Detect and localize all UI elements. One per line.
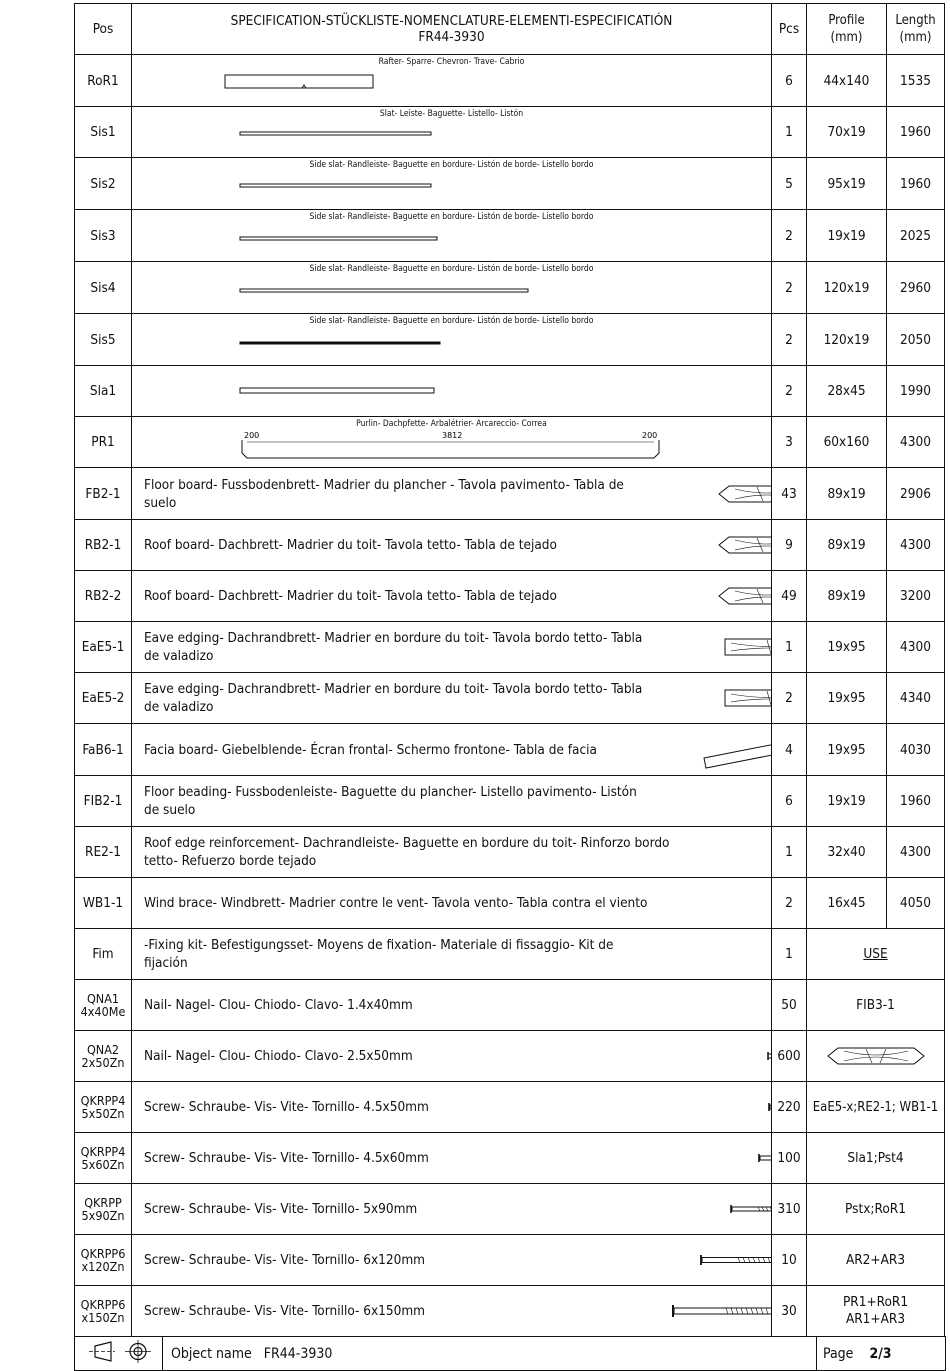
- drawing-cell: [132, 55, 772, 107]
- description-cell: [132, 929, 772, 980]
- use-cell: Pstx;RoR1: [807, 1184, 945, 1235]
- header-row: [75, 4, 945, 55]
- pcs-cell: 310: [772, 1184, 807, 1235]
- slanted-board-icon: [700, 730, 772, 770]
- plank-section-icon: [723, 636, 772, 658]
- description-cell: [132, 827, 772, 878]
- table-row: [75, 210, 945, 262]
- table-row: [75, 468, 945, 520]
- description-text: Eave edging- Dachrandbrett- Madrier en bordure du toit- Tavola bordo tetto- Tabla de valadizo: [144, 630, 643, 664]
- description-cell: [132, 776, 772, 827]
- pcs-cell: 3: [772, 417, 807, 468]
- header-profile-unit: (mm): [830, 30, 863, 45]
- table-row: [75, 571, 945, 622]
- footer-row: [75, 1337, 946, 1371]
- use-cell: [807, 1286, 945, 1337]
- object-name-value: FR44-3930: [263, 1345, 333, 1362]
- header-title-cell: [132, 4, 772, 55]
- specification-sheet: [74, 3, 945, 1362]
- description-cell: [132, 1184, 772, 1235]
- code-line2: 5x90Zn: [81, 1208, 125, 1223]
- object-name-cell: [163, 1337, 817, 1371]
- table-row: [75, 520, 945, 571]
- code-cell: [75, 1286, 132, 1337]
- length-cell: 2906: [887, 468, 945, 520]
- description-text: Eave edging- Dachrandbrett- Madrier en bordure du toit- Tavola bordo tetto- Tabla de valadizo: [144, 681, 643, 715]
- description-cell: [132, 980, 772, 1031]
- tongue-groove-board-icon: [717, 483, 772, 505]
- dim-left: 200: [244, 431, 260, 440]
- pos-cell: RB2-1: [75, 520, 132, 571]
- pos-cell: Sis2: [75, 158, 132, 210]
- profile-cell: 70x19: [807, 107, 887, 158]
- description-text: Screw- Schraube- Vis- Vite- Tornillo- 4.5x60mm: [144, 1150, 429, 1166]
- pcs-cell: 1: [772, 622, 807, 673]
- table-row: [75, 366, 945, 417]
- table-row: [75, 1286, 945, 1337]
- description-text: Screw- Schraube- Vis- Vite- Tornillo- 6x120mm: [144, 1252, 425, 1268]
- pos-cell: EaE5-1: [75, 622, 132, 673]
- pcs-cell: 6: [772, 55, 807, 107]
- pos-cell: Fim: [75, 929, 132, 980]
- slat-drawing-icon: [132, 107, 772, 158]
- purlin-drawing-icon: [132, 417, 772, 468]
- pos-cell: Sis5: [75, 314, 132, 366]
- header-pos: Pos: [75, 4, 132, 55]
- length-cell: 4340: [887, 673, 945, 724]
- description-cell: [132, 468, 772, 520]
- pcs-cell: 2: [772, 673, 807, 724]
- profile-cell: 120x19: [807, 262, 887, 314]
- use-cell: AR2+AR3: [807, 1235, 945, 1286]
- use-cell: FIB3-1: [807, 980, 945, 1031]
- length-cell: 3200: [887, 571, 945, 622]
- table-row: [75, 980, 945, 1031]
- table-row: [75, 158, 945, 210]
- code-line1: QKRPP4: [80, 1144, 126, 1159]
- projection-icon: [75, 1337, 163, 1366]
- description-cell: [132, 1133, 772, 1184]
- length-cell: 4030: [887, 724, 945, 776]
- pcs-cell: 600: [772, 1031, 807, 1082]
- pos-cell: PR1: [75, 417, 132, 468]
- header-profile-label: Profile: [828, 13, 865, 28]
- screw-icon: [728, 1203, 772, 1215]
- pcs-cell: 1: [772, 929, 807, 980]
- profile-cell: 19x95: [807, 673, 887, 724]
- table-row: [75, 673, 945, 724]
- table-row: [75, 622, 945, 673]
- tongue-groove-board-icon: [717, 534, 772, 556]
- drawing-cell: [132, 107, 772, 158]
- code-line2: x150Zn: [81, 1310, 125, 1325]
- profile-cell: 19x19: [807, 776, 887, 827]
- code-cell: [75, 1031, 132, 1082]
- code-line1: QKRPP: [84, 1195, 122, 1210]
- part-caption: Slat- Leiste- Baguette- Listello- Listón: [379, 109, 524, 119]
- description-text: -Fixing kit- Befestigungsset- Moyens de fixation- Materiale di fissaggio- Kit de fijación: [144, 937, 614, 971]
- table-row: [75, 1133, 945, 1184]
- code-line1: QNA1: [86, 991, 120, 1006]
- pos-cell: FIB2-1: [75, 776, 132, 827]
- description-text: Nail- Nagel- Clou- Chiodo- Clavo- 2.5x50mm: [144, 1048, 413, 1064]
- projection-symbol: [75, 1337, 163, 1371]
- code-line2: x120Zn: [81, 1259, 125, 1274]
- pcs-cell: 2: [772, 262, 807, 314]
- dim-right: 200: [642, 431, 658, 440]
- pcs-cell: 1: [772, 107, 807, 158]
- table-row: [75, 776, 945, 827]
- page-label: Page: [823, 1345, 854, 1362]
- part-caption: Side slat- Randleiste- Baguette en bordure- Listón de borde- Listello bordo: [309, 316, 594, 326]
- drawing-cell: [132, 210, 772, 262]
- pcs-cell: 220: [772, 1082, 807, 1133]
- length-cell: 1535: [887, 55, 945, 107]
- use-cell: Sla1;Pst4: [807, 1133, 945, 1184]
- profile-cell: 95x19: [807, 158, 887, 210]
- pos-cell: WB1-1: [75, 878, 132, 929]
- table-row: [75, 1031, 945, 1082]
- length-cell: 2050: [887, 314, 945, 366]
- length-cell: 1960: [887, 158, 945, 210]
- part-caption: Rafter- Sparre- Chevron- Trave- Cabrio: [378, 57, 525, 67]
- length-cell: 4300: [887, 520, 945, 571]
- pos-cell: RE2-1: [75, 827, 132, 878]
- pcs-cell: 6: [772, 776, 807, 827]
- use-line1: PR1+RoR1: [842, 1294, 909, 1310]
- screw-icon: [670, 1304, 772, 1318]
- code-line1: QNA2: [86, 1042, 120, 1057]
- page-value: 2/3: [869, 1345, 892, 1362]
- table-row: [75, 107, 945, 158]
- length-cell: 2960: [887, 262, 945, 314]
- table-row: [75, 55, 945, 107]
- code-line1: QKRPP6: [80, 1297, 126, 1312]
- length-cell: 4300: [887, 622, 945, 673]
- profile-cell: 16x45: [807, 878, 887, 929]
- pcs-cell: 100: [772, 1133, 807, 1184]
- description-text: Floor beading- Fussbodenleiste- Baguette du plancher- Listello pavimento- Listón de suelo: [144, 784, 637, 818]
- side-slat-drawing-icon: [132, 314, 772, 366]
- part-caption: Side slat- Randleiste- Baguette en bordure- Listón de borde- Listello bordo: [309, 160, 594, 170]
- length-cell: 4050: [887, 878, 945, 929]
- description-text: Floor board- Fussbodenbrett- Madrier du plancher - Tavola pavimento- Tabla de suelo: [144, 476, 624, 511]
- description-cell: [132, 1235, 772, 1286]
- use-header-cell: [807, 929, 945, 980]
- specification-table: [74, 3, 945, 1337]
- pcs-cell: 2: [772, 878, 807, 929]
- sheet-title: SPECIFICATION-STÜCKLISTE-NOMENCLATURE-ELEMENTI-ESPECIFICATIÓN: [230, 13, 673, 29]
- sheet-code: FR44-3930: [418, 29, 485, 45]
- profile-cell: 28x45: [807, 366, 887, 417]
- description-text: Screw- Schraube- Vis- Vite- Tornillo- 4.5x50mm: [144, 1099, 429, 1115]
- use-line2: AR1+AR3: [845, 1311, 906, 1327]
- profile-cell: 19x95: [807, 724, 887, 776]
- length-cell: 2025: [887, 210, 945, 262]
- profile-cell: 120x19: [807, 314, 887, 366]
- pcs-cell: 2: [772, 210, 807, 262]
- table-row: [75, 1235, 945, 1286]
- side-slat-drawing-icon: [132, 158, 772, 210]
- length-cell: 1960: [887, 107, 945, 158]
- dim-mid: 3812: [442, 431, 463, 440]
- description-cell: [132, 1082, 772, 1133]
- pos-cell: Sla1: [75, 366, 132, 417]
- pcs-cell: 5: [772, 158, 807, 210]
- code-cell: [75, 1082, 132, 1133]
- plank-section-icon: [723, 687, 772, 709]
- profile-cell: 89x19: [807, 571, 887, 622]
- footer-table: [74, 1336, 946, 1371]
- pos-cell: FB2-1: [75, 468, 132, 520]
- code-cell: [75, 1235, 132, 1286]
- code-line1: QKRPP6: [80, 1246, 126, 1261]
- table-row: [75, 724, 945, 776]
- code-cell: [75, 1184, 132, 1235]
- tongue-groove-board-icon: [717, 585, 772, 607]
- profile-cell: 19x19: [807, 210, 887, 262]
- table-row: [75, 827, 945, 878]
- table-row: [75, 417, 945, 468]
- code-line1: QKRPP4: [80, 1093, 126, 1108]
- part-caption: Purlin- Dachpfette- Arbalétrier- Arcareccio- Correa: [356, 419, 547, 429]
- code-cell: [75, 980, 132, 1031]
- length-cell: 4300: [887, 417, 945, 468]
- pos-cell: Sis3: [75, 210, 132, 262]
- description-cell: [132, 1031, 772, 1082]
- code-line2: 4x40Me: [80, 1004, 126, 1019]
- table-row: [75, 1082, 945, 1133]
- use-cell: EaE5-x;RE2-1; WB1-1: [807, 1082, 945, 1133]
- header-profile: [807, 4, 887, 55]
- drawing-cell: [132, 262, 772, 314]
- tongue-groove-board-icon: [826, 1045, 926, 1067]
- pcs-cell: 10: [772, 1235, 807, 1286]
- pcs-cell: 30: [772, 1286, 807, 1337]
- code-cell: [75, 1133, 132, 1184]
- description-cell: [132, 520, 772, 571]
- profile-cell: 89x19: [807, 468, 887, 520]
- profile-cell: 32x40: [807, 827, 887, 878]
- description-text: Facia board- Giebelblende- Écran frontal- Schermo frontone- Tabla de facia: [144, 741, 597, 758]
- pos-cell: Sis4: [75, 262, 132, 314]
- pcs-cell: 9: [772, 520, 807, 571]
- description-cell: [132, 622, 772, 673]
- code-line2: 5x60Zn: [81, 1157, 125, 1172]
- length-cell: 1990: [887, 366, 945, 417]
- description-text: Roof edge reinforcement- Dachrandleiste- Baguette en bordure du toit- Rinforzo bordo tetto- Refuerzo borde tejado: [144, 835, 670, 869]
- drawing-cell: [132, 158, 772, 210]
- pos-cell: RB2-2: [75, 571, 132, 622]
- part-caption: Side slat- Randleiste- Baguette en bordure- Listón de borde- Listello bordo: [309, 264, 594, 274]
- pcs-cell: 43: [772, 468, 807, 520]
- profile-cell: 60x160: [807, 417, 887, 468]
- drawing-cell: [132, 366, 772, 417]
- pcs-cell: 1: [772, 827, 807, 878]
- description-text: Roof board- Dachbrett- Madrier du toit- Tavola tetto- Tabla de tejado: [144, 537, 557, 553]
- table-row: [75, 262, 945, 314]
- header-length-unit: (mm): [899, 30, 932, 45]
- table-row: [75, 1184, 945, 1235]
- screw-icon: [698, 1254, 772, 1266]
- description-cell: [132, 724, 772, 776]
- table-row: [75, 929, 945, 980]
- header-length: [887, 4, 945, 55]
- screw-icon: [766, 1101, 772, 1113]
- table-row: [75, 878, 945, 929]
- description-cell: [132, 878, 772, 929]
- rafter-drawing-icon: [132, 55, 772, 107]
- code-line2: 2x50Zn: [81, 1055, 125, 1070]
- pos-cell: Sis1: [75, 107, 132, 158]
- code-line2: 5x50Zn: [81, 1106, 125, 1121]
- description-text: Screw- Schraube- Vis- Vite- Tornillo- 6x150mm: [144, 1303, 425, 1319]
- pcs-cell: 4: [772, 724, 807, 776]
- page-cell: [817, 1337, 946, 1371]
- use-label: USE: [863, 946, 888, 962]
- description-cell: [132, 673, 772, 724]
- description-text: Wind brace- Windbrett- Madrier contre le vent- Tavola vento- Tabla contra el viento: [144, 895, 648, 911]
- pos-cell: FaB6-1: [75, 724, 132, 776]
- length-cell: 4300: [887, 827, 945, 878]
- profile-cell: 19x95: [807, 622, 887, 673]
- pcs-cell: 50: [772, 980, 807, 1031]
- pos-cell: RoR1: [75, 55, 132, 107]
- profile-cell: 44x140: [807, 55, 887, 107]
- side-slat-drawing-icon: [132, 210, 772, 262]
- screw-icon: [756, 1152, 772, 1164]
- drawing-cell: [132, 417, 772, 468]
- description-text: Screw- Schraube- Vis- Vite- Tornillo- 5x90mm: [144, 1201, 418, 1217]
- pcs-cell: 2: [772, 366, 807, 417]
- nail-icon: [764, 1051, 772, 1061]
- pcs-cell: 2: [772, 314, 807, 366]
- description-text: Nail- Nagel- Clou- Chiodo- Clavo- 1.4x40mm: [144, 997, 413, 1013]
- description-cell: [132, 571, 772, 622]
- batten-drawing-icon: [132, 366, 772, 417]
- length-cell: 1960: [887, 776, 945, 827]
- object-name-label: Object name: [171, 1345, 252, 1362]
- header-length-label: Length: [895, 13, 936, 28]
- table-row: [75, 314, 945, 366]
- header-pcs: Pcs: [772, 4, 807, 55]
- pcs-cell: 49: [772, 571, 807, 622]
- pos-cell: EaE5-2: [75, 673, 132, 724]
- description-text: Roof board- Dachbrett- Madrier du toit- Tavola tetto- Tabla de tejado: [144, 588, 557, 604]
- description-cell: [132, 1286, 772, 1337]
- side-slat-drawing-icon: [132, 262, 772, 314]
- part-caption: Side slat- Randleiste- Baguette en bordure- Listón de borde- Listello bordo: [309, 212, 594, 222]
- drawing-cell: [132, 314, 772, 366]
- profile-cell: 89x19: [807, 520, 887, 571]
- use-cell: [807, 1031, 945, 1082]
